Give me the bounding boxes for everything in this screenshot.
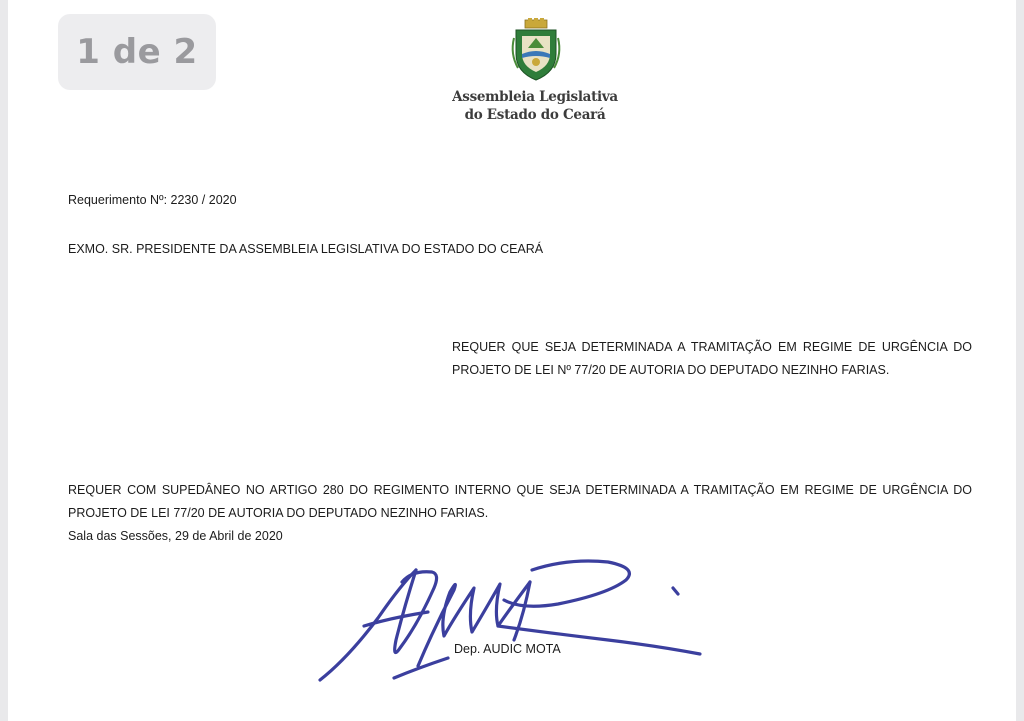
- handwritten-signature: [308, 548, 728, 698]
- request-body: REQUER COM SUPEDÂNEO NO ARTIGO 280 DO REGIMENTO INTERNO QUE SEJA DETERMINADA A TRAMITAÇÃO EM REGIME DE URGÊNCIA DO PROJETO DE LEI 77/20 DE AUTORIA DO DEPUTADO NEZINHO FARIAS.: [68, 483, 972, 520]
- page-indicator: 1 de 2: [58, 14, 216, 90]
- institution-line-1: Assembleia Legislativa: [452, 89, 618, 105]
- signer-name: Dep. AUDIC MOTA: [454, 642, 561, 656]
- request-number: Requerimento Nº: 2230 / 2020: [68, 193, 237, 207]
- institution-name: [408, 88, 662, 124]
- place-date: Sala das Sessões, 29 de Abril de 2020: [68, 529, 283, 543]
- institution-line-2: do Estado do Ceará: [464, 107, 606, 123]
- addressee: EXMO. SR. PRESIDENTE DA ASSEMBLEIA LEGISLATIVA DO ESTADO DO CEARÁ: [68, 242, 544, 256]
- request-summary: REQUER QUE SEJA DETERMINADA A TRAMITAÇÃO EM REGIME DE URGÊNCIA DO PROJETO DE LEI Nº 77/20 DE AUTORIA DO DEPUTADO NEZINHO FARIAS.: [452, 340, 972, 377]
- document-page: [8, 0, 1016, 721]
- ceara-coat-of-arms-icon: [508, 18, 564, 84]
